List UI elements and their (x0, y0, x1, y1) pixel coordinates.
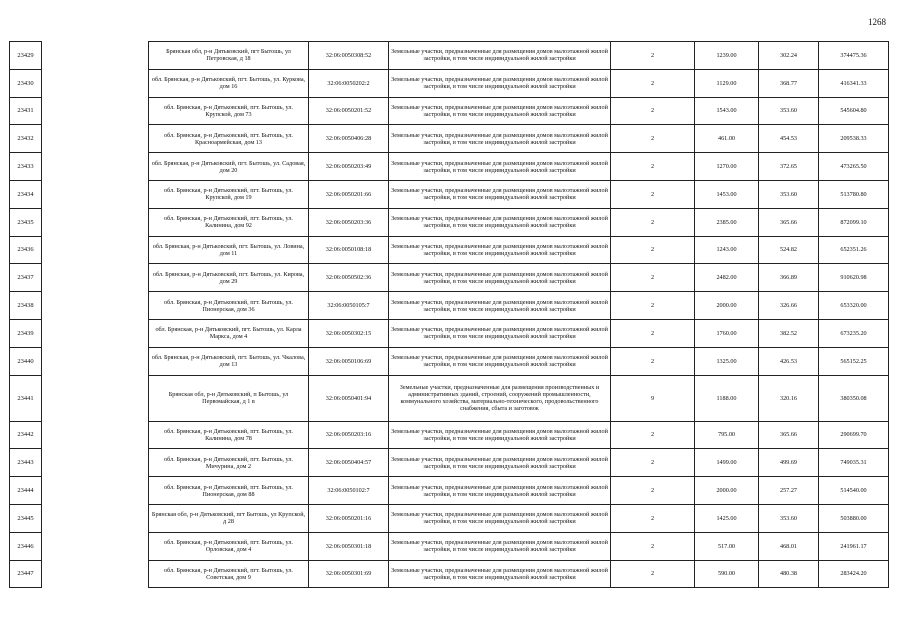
cadastral-number-cell: 32:06:0050203:36 (309, 208, 389, 236)
address-cell: обл. Брянская, р-н Дятьковский, пгт. Бытошь, ул. Калинина, дом 92 (149, 208, 309, 236)
spacer-cell (42, 532, 149, 560)
specific-value-cell: 454.53 (759, 125, 819, 153)
table-row (10, 236, 889, 264)
land-use-cell: Земельные участки, предназначенные для размещения домов малоэтажной жилой застройки, в том числе индивидуальной жилой застройки (389, 504, 611, 532)
land-use-cell: Земельные участки, предназначенные для размещения домов малоэтажной жилой застройки, в том числе индивидуальной жилой застройки (389, 560, 611, 588)
cadastral-number-cell: 32:06:0050502:36 (309, 264, 389, 292)
address-cell: обл. Брянская, р-н Дятьковский, пгт. Бытошь, ул. Пионерская, дом 36 (149, 292, 309, 320)
address-cell: Брянская обл, р-н Дятьковский, п Бытошь, ул Первомайская, д 1 в (149, 375, 309, 421)
address-cell: обл. Брянская, р-н Дятьковский, пгт. Бытошь, ул. Ловина, дом 11 (149, 236, 309, 264)
group-cell: 2 (611, 153, 695, 181)
specific-value-cell: 302.24 (759, 42, 819, 70)
group-cell: 2 (611, 532, 695, 560)
land-use-cell: Земельные участки, предназначенные для размещения производственных и административных зданий, строений, сооружений промышленности, коммунального хозяйства, материально-технического, продовольственного снабжения, сбыта и заготовок (389, 375, 611, 421)
cadastral-number-cell: 32:06:0050201:52 (309, 97, 389, 125)
table-row (10, 347, 889, 375)
address-cell: обл. Брянская, р-н Дятьковский, пгт. Бытошь, ул. Калинина, дом 78 (149, 421, 309, 449)
area-cell: 517.00 (695, 532, 759, 560)
table-row (10, 97, 889, 125)
address-cell: обл. Брянская, р-н Дятьковский, пгт. Бытошь, ул. Кирова, дом 29 (149, 264, 309, 292)
cadastral-number-cell: 32:06:0050302:15 (309, 319, 389, 347)
table-row (10, 560, 889, 588)
table-row (10, 125, 889, 153)
land-use-cell: Земельные участки, предназначенные для размещения домов малоэтажной жилой застройки, в том числе индивидуальной жилой застройки (389, 292, 611, 320)
cadastral-number-cell: 32:06:0050404:57 (309, 449, 389, 477)
land-use-cell: Земельные участки, предназначенные для размещения домов малоэтажной жилой застройки, в том числе индивидуальной жилой застройки (389, 347, 611, 375)
land-use-cell: Земельные участки, предназначенные для размещения домов малоэтажной жилой застройки, в том числе индивидуальной жилой застройки (389, 264, 611, 292)
cadastral-number-cell: 32:06:0050105:7 (309, 292, 389, 320)
cadastral-value-cell: 653320.00 (819, 292, 889, 320)
address-cell: обл. Брянская, р-н Дятьковский, пгт. Бытошь, ул. Орловская, дом 4 (149, 532, 309, 560)
spacer-cell (42, 504, 149, 532)
group-cell: 2 (611, 477, 695, 505)
group-cell: 9 (611, 375, 695, 421)
cadastral-number-cell: 32:06:0050301:18 (309, 532, 389, 560)
group-cell: 2 (611, 560, 695, 588)
table-row (10, 264, 889, 292)
address-cell: обл. Брянская, р-н Дятьковский, пгт. Бытошь, ул. Куркова, дом 16 (149, 69, 309, 97)
cadastral-value-cell: 513780.80 (819, 180, 889, 208)
address-cell: обл. Брянская, р-н Дятьковский, пгт. Бытошь, ул. Пионерская, дом 88 (149, 477, 309, 505)
row-number-cell: 23434 (10, 180, 42, 208)
cadastral-number-cell: 32:06:0050406:28 (309, 125, 389, 153)
row-number-cell: 23433 (10, 153, 42, 181)
address-cell: обл. Брянская, р-н Дятьковский, пгт. Бытошь, ул. Советская, дом 9 (149, 560, 309, 588)
area-cell: 2482.00 (695, 264, 759, 292)
row-number-cell: 23435 (10, 208, 42, 236)
table-row (10, 477, 889, 505)
spacer-cell (42, 449, 149, 477)
area-cell: 2000.00 (695, 477, 759, 505)
cadastral-number-cell: 32:06:0050108:18 (309, 236, 389, 264)
address-cell: обл. Брянская, р-н Дятьковский, пгт. Бытошь, ул. Крупской, дом 19 (149, 180, 309, 208)
group-cell: 2 (611, 42, 695, 70)
land-use-cell: Земельные участки, предназначенные для размещения домов малоэтажной жилой застройки, в том числе индивидуальной жилой застройки (389, 421, 611, 449)
table-row (10, 153, 889, 181)
group-cell: 2 (611, 125, 695, 153)
group-cell: 2 (611, 264, 695, 292)
table-row (10, 208, 889, 236)
cadastral-value-cell: 209538.33 (819, 125, 889, 153)
group-cell: 2 (611, 292, 695, 320)
table-row (10, 319, 889, 347)
area-cell: 461.00 (695, 125, 759, 153)
cadastral-value-cell: 473265.50 (819, 153, 889, 181)
row-number-cell: 23430 (10, 69, 42, 97)
land-use-cell: Земельные участки, предназначенные для размещения домов малоэтажной жилой застройки, в том числе индивидуальной жилой застройки (389, 477, 611, 505)
specific-value-cell: 524.82 (759, 236, 819, 264)
group-cell: 2 (611, 236, 695, 264)
land-use-cell: Земельные участки, предназначенные для размещения домов малоэтажной жилой застройки, в том числе индивидуальной жилой застройки (389, 69, 611, 97)
specific-value-cell: 353.60 (759, 180, 819, 208)
table-row (10, 375, 889, 421)
group-cell: 2 (611, 504, 695, 532)
cadastral-number-cell: 32:06:0050102:7 (309, 477, 389, 505)
row-number-cell: 23444 (10, 477, 42, 505)
land-use-cell: Земельные участки, предназначенные для размещения домов малоэтажной жилой застройки, в том числе индивидуальной жилой застройки (389, 532, 611, 560)
group-cell: 2 (611, 180, 695, 208)
cadastral-value-cell: 416341.33 (819, 69, 889, 97)
cadastral-number-cell: 32:06:0050401:94 (309, 375, 389, 421)
spacer-cell (42, 347, 149, 375)
row-number-cell: 23437 (10, 264, 42, 292)
row-number-cell: 23439 (10, 319, 42, 347)
table-row (10, 504, 889, 532)
area-cell: 1243.00 (695, 236, 759, 264)
land-use-cell: Земельные участки, предназначенные для размещения домов малоэтажной жилой застройки, в том числе индивидуальной жилой застройки (389, 319, 611, 347)
group-cell: 2 (611, 421, 695, 449)
cadastral-number-cell: 32:06:0050203:16 (309, 421, 389, 449)
cadastral-value-cell: 749035.31 (819, 449, 889, 477)
cadastral-value-cell: 545604.80 (819, 97, 889, 125)
area-cell: 1499.00 (695, 449, 759, 477)
specific-value-cell: 353.60 (759, 97, 819, 125)
land-use-cell: Земельные участки, предназначенные для размещения домов малоэтажной жилой застройки, в том числе индивидуальной жилой застройки (389, 153, 611, 181)
spacer-cell (42, 560, 149, 588)
row-number-cell: 23432 (10, 125, 42, 153)
area-cell: 1239.00 (695, 42, 759, 70)
area-cell: 1188.00 (695, 375, 759, 421)
area-cell: 1760.00 (695, 319, 759, 347)
specific-value-cell: 366.89 (759, 264, 819, 292)
group-cell: 2 (611, 69, 695, 97)
group-cell: 2 (611, 208, 695, 236)
spacer-cell (42, 97, 149, 125)
page-number: 1268 (868, 17, 886, 27)
row-number-cell: 23431 (10, 97, 42, 125)
area-cell: 590.00 (695, 560, 759, 588)
land-use-cell: Земельные участки, предназначенные для размещения домов малоэтажной жилой застройки, в том числе индивидуальной жилой застройки (389, 97, 611, 125)
cadastral-value-cell: 241961.17 (819, 532, 889, 560)
row-number-cell: 23429 (10, 42, 42, 70)
address-cell: обл. Брянская, р-н Дятьковский, пгт. Бытошь, ул. Чкалова, дом 13 (149, 347, 309, 375)
cadastral-value-cell: 374475.36 (819, 42, 889, 70)
land-plots-table (9, 41, 889, 588)
land-use-cell: Земельные участки, предназначенные для размещения домов малоэтажной жилой застройки, в том числе индивидуальной жилой застройки (389, 208, 611, 236)
group-cell: 2 (611, 347, 695, 375)
row-number-cell: 23436 (10, 236, 42, 264)
cadastral-value-cell: 514540.00 (819, 477, 889, 505)
table-row (10, 42, 889, 70)
cadastral-number-cell: 32:06:0050201:66 (309, 180, 389, 208)
address-cell: обл. Брянская, р-н Дятьковский, пгт. Бытошь, ул. Садовая, дом 20 (149, 153, 309, 181)
row-number-cell: 23438 (10, 292, 42, 320)
land-use-cell: Земельные участки, предназначенные для размещения домов малоэтажной жилой застройки, в том числе индивидуальной жилой застройки (389, 180, 611, 208)
cadastral-value-cell: 673235.20 (819, 319, 889, 347)
cadastral-number-cell: 32:06:0050202:2 (309, 69, 389, 97)
row-number-cell: 23445 (10, 504, 42, 532)
group-cell: 2 (611, 319, 695, 347)
specific-value-cell: 480.38 (759, 560, 819, 588)
row-number-cell: 23440 (10, 347, 42, 375)
cadastral-value-cell: 283424.20 (819, 560, 889, 588)
specific-value-cell: 353.60 (759, 504, 819, 532)
row-number-cell: 23442 (10, 421, 42, 449)
address-cell: обл. Брянская, р-н Дятьковский, пгт. Бытошь, ул. Красноармейская, дом 13 (149, 125, 309, 153)
cadastral-number-cell: 32:06:0050201:16 (309, 504, 389, 532)
specific-value-cell: 372.65 (759, 153, 819, 181)
spacer-cell (42, 69, 149, 97)
area-cell: 2000.00 (695, 292, 759, 320)
row-number-cell: 23441 (10, 375, 42, 421)
specific-value-cell: 499.69 (759, 449, 819, 477)
cadastral-number-cell: 32:06:0050308:52 (309, 42, 389, 70)
group-cell: 2 (611, 97, 695, 125)
spacer-cell (42, 477, 149, 505)
area-cell: 795.00 (695, 421, 759, 449)
row-number-cell: 23447 (10, 560, 42, 588)
cadastral-value-cell: 872099.10 (819, 208, 889, 236)
table-row (10, 449, 889, 477)
table-row (10, 69, 889, 97)
specific-value-cell: 257.27 (759, 477, 819, 505)
area-cell: 1325.00 (695, 347, 759, 375)
spacer-cell (42, 375, 149, 421)
cadastral-number-cell: 32:06:0050301:69 (309, 560, 389, 588)
spacer-cell (42, 180, 149, 208)
table-row (10, 532, 889, 560)
cadastral-value-cell: 652351.26 (819, 236, 889, 264)
cadastral-value-cell: 380350.08 (819, 375, 889, 421)
area-cell: 1129.00 (695, 69, 759, 97)
address-cell: обл. Брянская, р-н Дятьковский, пгт. Бытошь, ул. Карла Маркса, дом 4 (149, 319, 309, 347)
cadastral-value-cell: 565152.25 (819, 347, 889, 375)
spacer-cell (42, 153, 149, 181)
group-cell: 2 (611, 449, 695, 477)
specific-value-cell: 368.77 (759, 69, 819, 97)
spacer-cell (42, 319, 149, 347)
cadastral-number-cell: 32:06:0050203:49 (309, 153, 389, 181)
specific-value-cell: 326.66 (759, 292, 819, 320)
address-cell: Брянская обл, р-н Дятьковский, пгт Бытошь, ул Петровская, д 18 (149, 42, 309, 70)
area-cell: 1543.00 (695, 97, 759, 125)
address-cell: обл. Брянская, р-н Дятьковский, пгт. Бытошь, ул. Мичурина, дом 2 (149, 449, 309, 477)
area-cell: 1453.00 (695, 180, 759, 208)
table-row (10, 180, 889, 208)
cadastral-value-cell: 290699.70 (819, 421, 889, 449)
spacer-cell (42, 292, 149, 320)
row-number-cell: 23446 (10, 532, 42, 560)
specific-value-cell: 320.16 (759, 375, 819, 421)
land-use-cell: Земельные участки, предназначенные для размещения домов малоэтажной жилой застройки, в том числе индивидуальной жилой застройки (389, 449, 611, 477)
spacer-cell (42, 42, 149, 70)
specific-value-cell: 382.52 (759, 319, 819, 347)
cadastral-value-cell: 910620.98 (819, 264, 889, 292)
address-cell: Брянская обл, р-н Дятьковский, пгт Бытошь, ул Крупской, д 28 (149, 504, 309, 532)
specific-value-cell: 468.01 (759, 532, 819, 560)
land-use-cell: Земельные участки, предназначенные для размещения домов малоэтажной жилой застройки, в том числе индивидуальной жилой застройки (389, 125, 611, 153)
spacer-cell (42, 421, 149, 449)
land-use-cell: Земельные участки, предназначенные для размещения домов малоэтажной жилой застройки, в том числе индивидуальной жилой застройки (389, 236, 611, 264)
spacer-cell (42, 125, 149, 153)
table-row (10, 421, 889, 449)
spacer-cell (42, 264, 149, 292)
area-cell: 1425.00 (695, 504, 759, 532)
table-body (10, 42, 889, 588)
table-row (10, 292, 889, 320)
row-number-cell: 23443 (10, 449, 42, 477)
specific-value-cell: 426.53 (759, 347, 819, 375)
specific-value-cell: 365.66 (759, 421, 819, 449)
spacer-cell (42, 208, 149, 236)
spacer-cell (42, 236, 149, 264)
cadastral-number-cell: 32:06:0050106:69 (309, 347, 389, 375)
land-use-cell: Земельные участки, предназначенные для размещения домов малоэтажной жилой застройки, в том числе индивидуальной жилой застройки (389, 42, 611, 70)
specific-value-cell: 365.66 (759, 208, 819, 236)
cadastral-value-cell: 503880.00 (819, 504, 889, 532)
area-cell: 2385.00 (695, 208, 759, 236)
address-cell: обл. Брянская, р-н Дятьковский, пгт. Бытошь, ул. Крупской, дом 73 (149, 97, 309, 125)
area-cell: 1270.00 (695, 153, 759, 181)
